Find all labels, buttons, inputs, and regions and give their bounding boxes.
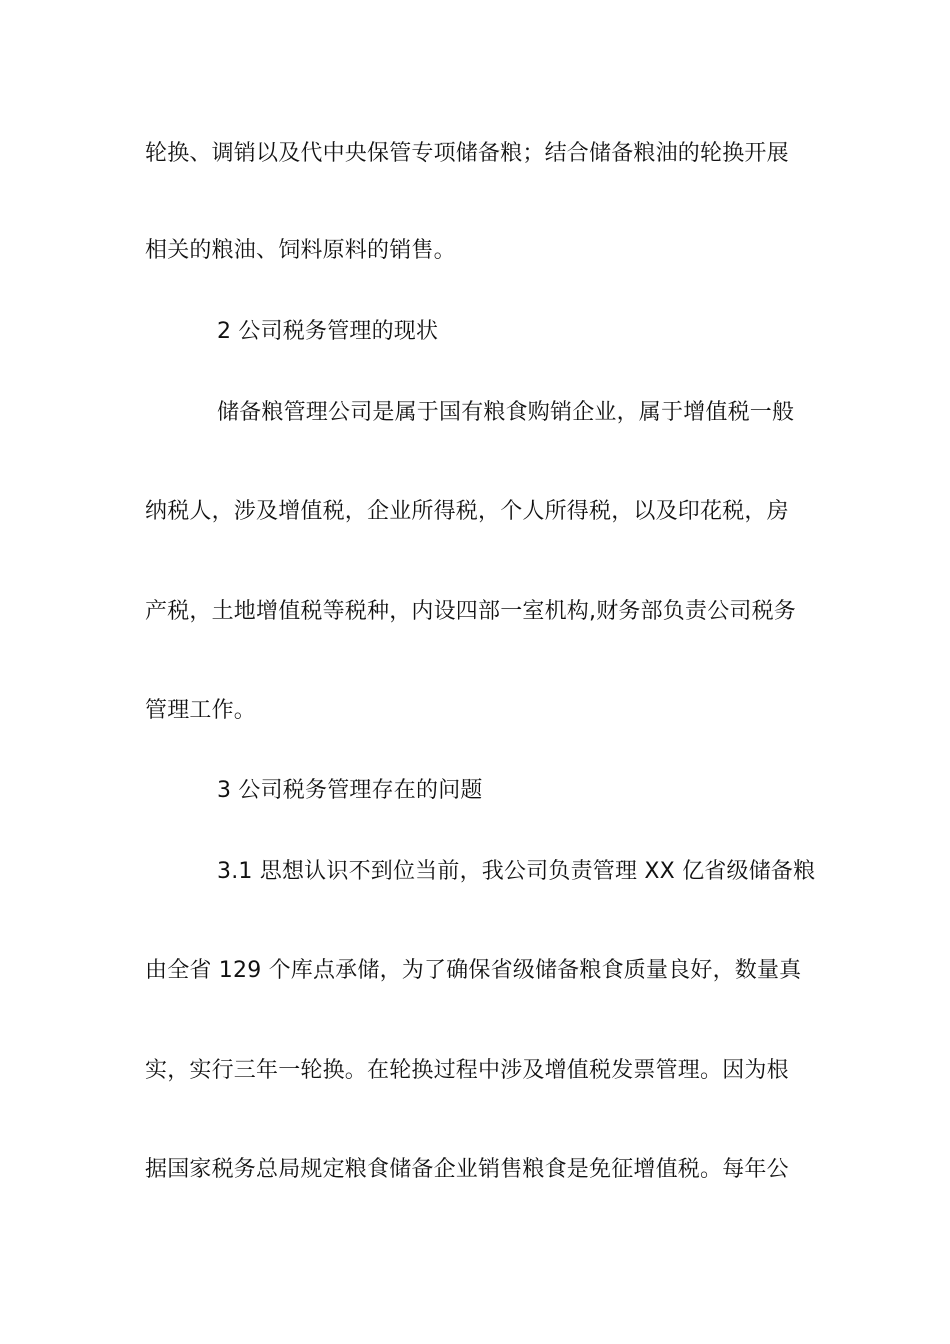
paragraph-line: 纳税人，涉及增值税，企业所得税，个人所得税，以及印花税，房: [145, 499, 789, 524]
paragraph-line: 储备粮管理公司是属于国有粮食购销企业，属于增值税一般: [217, 400, 795, 425]
paragraph-line: 管理工作。: [145, 698, 257, 723]
paragraph-line: 据国家税务总局规定粮食储备企业销售粮食是免征增值税。每年公: [145, 1157, 789, 1182]
section-heading: 2 公司税务管理的现状: [217, 319, 439, 344]
paragraph-line: 3.1 思想认识不到位当前，我公司负责管理 XX 亿省级储备粮: [217, 859, 816, 884]
paragraph-line: 相关的粮油、饲料原料的销售。: [145, 238, 456, 263]
paragraph-line: 产税，土地增值税等税种，内设四部一室机构,财务部负责公司税务: [145, 599, 796, 624]
paragraph-line: 由全省 129 个库点承储，为了确保省级储备粮食质量良好，数量真: [145, 958, 802, 983]
paragraph-line: 实，实行三年一轮换。在轮换过程中涉及增值税发票管理。因为根: [145, 1058, 789, 1083]
paragraph-line: 轮换、调销以及代中央保管专项储备粮；结合储备粮油的轮换开展: [145, 141, 789, 166]
section-heading: 3 公司税务管理存在的问题: [217, 778, 483, 803]
